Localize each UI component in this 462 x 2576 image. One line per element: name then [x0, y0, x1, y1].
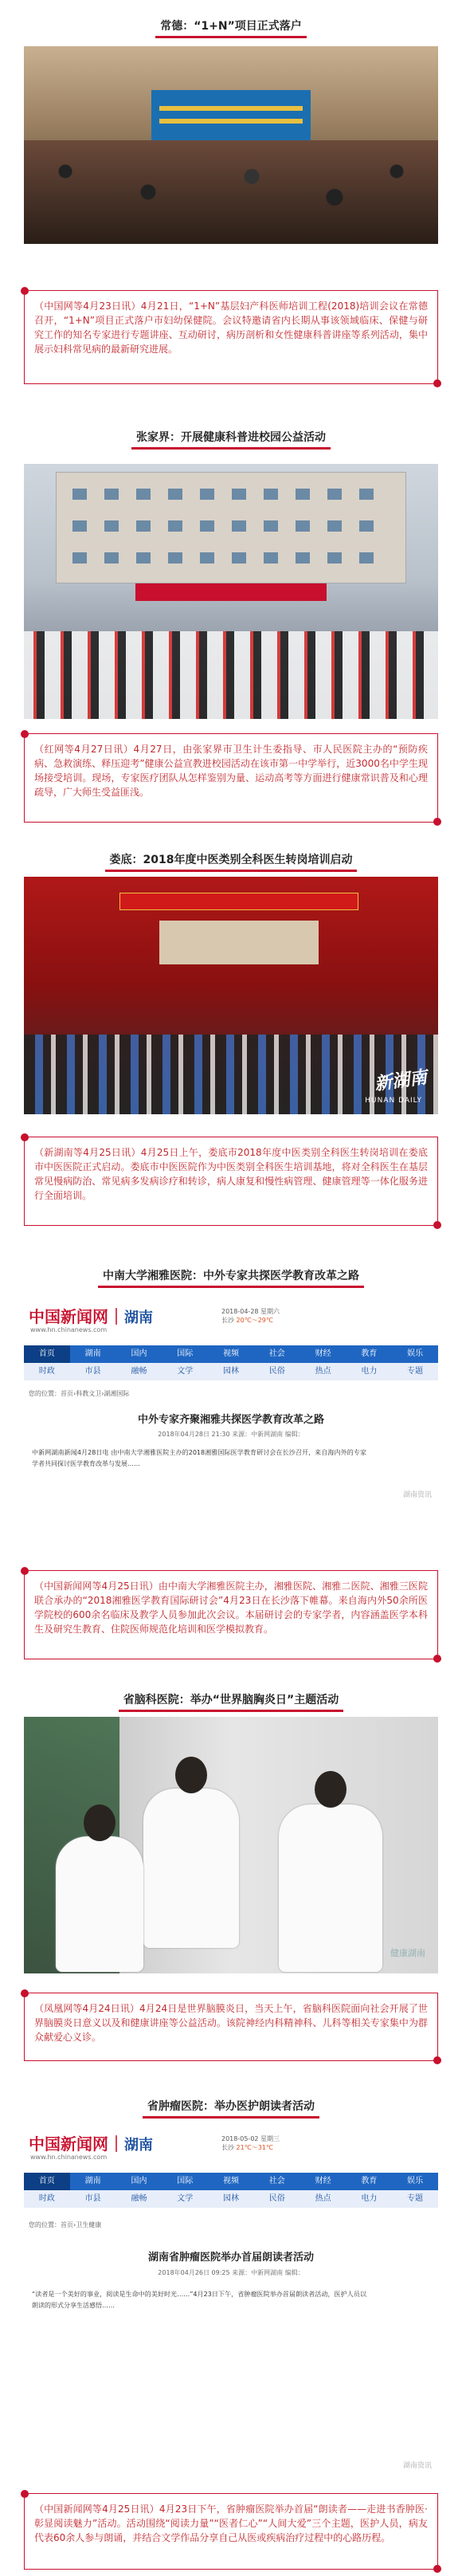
- news-summary-card: （凤凰网等4月24日讯）4月24日是世界脑膜炎日，当天上午，省脑科医院面向社会开展了世界脑膜炎日意义以及和健康讲座等公益活动。该院神经内科精神科、儿科等相关专家集中为群众献爱心义诊。: [24, 1993, 438, 2061]
- article-title: 湖南省肿瘤医院举办首届朗读者活动: [147, 2252, 314, 2264]
- site-nav: [24, 2173, 438, 2208]
- nav-item[interactable]: 专题: [407, 1367, 424, 1376]
- article-meta: 2018年04月28日 21:30 来源：中新网湖南 编辑：: [158, 1431, 304, 1438]
- nav-item[interactable]: 文学: [177, 2194, 194, 2203]
- nav-item[interactable]: 社会: [268, 2177, 285, 2185]
- nav-item[interactable]: 湖南: [84, 1349, 101, 1358]
- site-logo: 中国新闻网｜湖南: [29, 2134, 153, 2154]
- section-heading: 省肿瘤医院：举办医护朗读者活动: [0, 2098, 462, 2119]
- section-heading: 省脑科医院：举办“世界脑胸炎日”主题活动: [0, 1691, 462, 1712]
- nav-item[interactable]: 电力: [361, 2194, 378, 2203]
- nav-item[interactable]: 时政: [38, 2194, 55, 2203]
- nav-item[interactable]: 娱乐: [407, 2177, 424, 2185]
- breadcrumb: 您的位置：首页›卫生健康: [29, 2221, 102, 2228]
- watermark: 健康湖南: [390, 1948, 425, 1958]
- section-heading: 娄底：2018年度中医类别全科医生转岗培训启动: [0, 851, 462, 872]
- nav-item[interactable]: 电力: [361, 1367, 378, 1376]
- article-meta: 2018年04月26日 09:25 来源：中新网湖南 编辑：: [158, 2269, 304, 2276]
- nav-item[interactable]: 首页: [24, 2173, 70, 2190]
- news-summary-card: （红网等4月27日讯）4月27日，由张家界市卫生计生委指导、市人民医院主办的“预防疾病、急救演练、释压迎考”健康公益宣教进校园活动在该市第一中学举行，近3000名中学生现场接受培训。现场，专家医疗团队从怎样鉴别为量、运动高考等方面进行健康常识普及和心理疏导，广大师生受益匪浅。: [24, 733, 438, 823]
- nav-item[interactable]: 财经: [315, 1349, 331, 1358]
- section-heading: 张家界：开展健康科普进校园公益活动: [0, 429, 462, 450]
- nav-item[interactable]: 市县: [84, 2194, 101, 2203]
- nav-item[interactable]: 教育: [361, 2177, 378, 2185]
- nav-item[interactable]: 国内: [131, 1349, 147, 1358]
- site-logo: 中国新闻网｜湖南: [29, 1307, 153, 1326]
- nav-item[interactable]: 时政: [38, 1367, 55, 1376]
- nav-item[interactable]: 视频: [223, 1349, 240, 1358]
- nav-item[interactable]: 热点: [315, 2194, 331, 2203]
- nav-item[interactable]: 财经: [315, 2177, 331, 2185]
- watermark: 湖南资讯: [402, 2462, 432, 2470]
- nav-item[interactable]: 娱乐: [407, 1349, 424, 1358]
- training-hall-photo: 新湖南 HUNAN DAILY: [24, 877, 438, 1114]
- nav-item[interactable]: 湖南: [84, 2177, 101, 2185]
- watermark: 湖南资讯: [402, 1491, 432, 1499]
- section-heading: 常德：“1+N”项目正式落户: [0, 18, 462, 38]
- nav-item[interactable]: 园林: [223, 1367, 240, 1376]
- section-heading: 中南大学湘雅医院：中外专家共探医学教育改革之路: [0, 1267, 462, 1288]
- news-summary-card: （新湖南等4月25日讯）4月25日上午，娄底市2018年度中医类别全科医生转岗培训在娄底市中医医院正式启动。娄底市中医医院作为中医类别全科医生培训基地，将对全科医生在基层常见慢病防治、常见病多发病诊疗和转诊，病人康复和慢性病管理、健康管理等一体化服务进行全面培训。: [24, 1137, 438, 1226]
- news-summary-card: （中国新闻网等4月25日讯）由中南大学湘雅医院主办，湘雅医院、湘雅二医院、湘雅三医院联合承办的“2018湘雅医学教育国际研讨会”4月23日在长沙落下帷幕。来自海内外50余所医学院校的600余名临床及教学人员参加此次会议。本届研讨会的专家学者，内容涵盖医学本科生及研究生教育、住院医师规范化培训和医学模拟教育。: [24, 1570, 438, 1659]
- nav-item[interactable]: 融畅: [131, 1367, 147, 1376]
- nav-item[interactable]: 国际: [177, 1349, 194, 1358]
- nav-item[interactable]: 国际: [177, 2177, 194, 2185]
- nav-item[interactable]: 教育: [361, 1349, 378, 1358]
- watermark-logo: 新湖南: [373, 1067, 429, 1095]
- nav-item[interactable]: 园林: [223, 2194, 240, 2203]
- news-web-screenshot: 中国新闻网｜湖南 www.hn.chinanews.com 2018-05-02 星期三 长沙 21℃～31℃ 首页 湖南 国内 国际 视频 社会 财经 教育 娱乐 时政 市县 融畅 文学 园林 民俗 热点 电力 专题 您的位置：首页›卫生健康 湖南省肿瘤医院举办首届朗读者活动 2018年04月26日 09:25 来源：中新网湖南 编辑： “读者是一个美好的事业，阅读是生命中的美好时光……”4月23日下午，省肿瘤医院举办首届朗读者活动，医护人员以朗读的形式分享生活感悟…… 湖南资讯: [24, 2125, 438, 2484]
- date-weather: 2018-05-02 星期三 长沙 21℃～31℃: [221, 2135, 280, 2151]
- article-body: 中新网湖南新闻4月28日电 由中南大学湘雅医院主办的2018湘雅国际医学教育研讨会在长沙召开，来自海内外的专家学者共同探讨医学教育改革与发展……: [32, 1449, 366, 1467]
- nav-item[interactable]: 民俗: [268, 1367, 285, 1376]
- site-nav: [24, 1345, 438, 1380]
- school-event-photo: [24, 464, 438, 719]
- article-title: 中外专家齐聚湘雅共探医学教育改革之路: [137, 1414, 324, 1426]
- meeting-photo: [24, 46, 438, 244]
- news-summary-card: （中国新闻网等4月25日讯）4月23日下午，省肿瘤医院举办首届“朗读者——走进书香肿医·彰显阅读魅力”活动。活动围绕“阅读力量”“医者仁心”“人间大爱”三个主题，医护人员，病友代表60余人参与朗诵，并结合文学作品分享自己从医或疾病治疗过程中的心路历程。: [24, 2493, 438, 2570]
- nav-item[interactable]: 社会: [268, 1349, 285, 1358]
- breadcrumb: 您的位置：首页›科教文卫›湖湘国际: [29, 1390, 130, 1397]
- nav-item[interactable]: 视频: [223, 2177, 240, 2185]
- news-summary-card: （中国网等4月23日讯）4月21日，“1+N”基层妇产科医师培训工程(2018)培训会议在常德召开，“1+N”项目正式落户市妇幼保健院。会议特邀请省内长期从事该领域临床、保健与研究工作的知名专家进行专题讲座、互动研讨，病历剖析和女性健康科普讲座等系列活动，集中展示妇科常见病的最新研究进展。: [24, 290, 438, 384]
- news-web-screenshot: 中国新闻网｜湖南 www.hn.chinanews.com 2018-04-28 星期六 长沙 20℃～29℃ 首页 湖南 国内 国际 视频 社会 财经 教育 娱乐 时政 市县 融畅 文学 园林 民俗 热点 电力 专题 您的位置：首页›科教文卫›湖湘国际 中外专家齐聚湘雅共探医学教育改革之路 2018年04月28日 21:30 来源：中新网湖南 编辑： 中新网湖南新闻4月28日电 由中南大学湘雅医院主办的2018湘雅国际医学教育研讨会在长沙召开，来自海内外的专家学者共同探讨医学教育改革与发展…… 湖南资讯: [24, 1298, 438, 1529]
- date-weather: 2018-04-28 星期六 长沙 20℃～29℃: [221, 1308, 280, 1324]
- article-body: “读者是一个美好的事业，阅读是生命中的美好时光……”4月23日下午，省肿瘤医院举办首届朗读者活动，医护人员以朗读的形式分享生活感悟……: [32, 2291, 366, 2309]
- nav-item[interactable]: 热点: [315, 1367, 331, 1376]
- nav-item[interactable]: 文学: [177, 1367, 194, 1376]
- hospital-activity-photo: [24, 1717, 438, 1973]
- nav-item[interactable]: 国内: [131, 2177, 147, 2185]
- nav-item[interactable]: 融畅: [131, 2194, 147, 2203]
- nav-item[interactable]: 市县: [84, 1367, 101, 1376]
- nav-item[interactable]: 专题: [407, 2194, 424, 2203]
- nav-item[interactable]: 首页: [24, 1345, 70, 1363]
- nav-item[interactable]: 民俗: [268, 2194, 285, 2203]
